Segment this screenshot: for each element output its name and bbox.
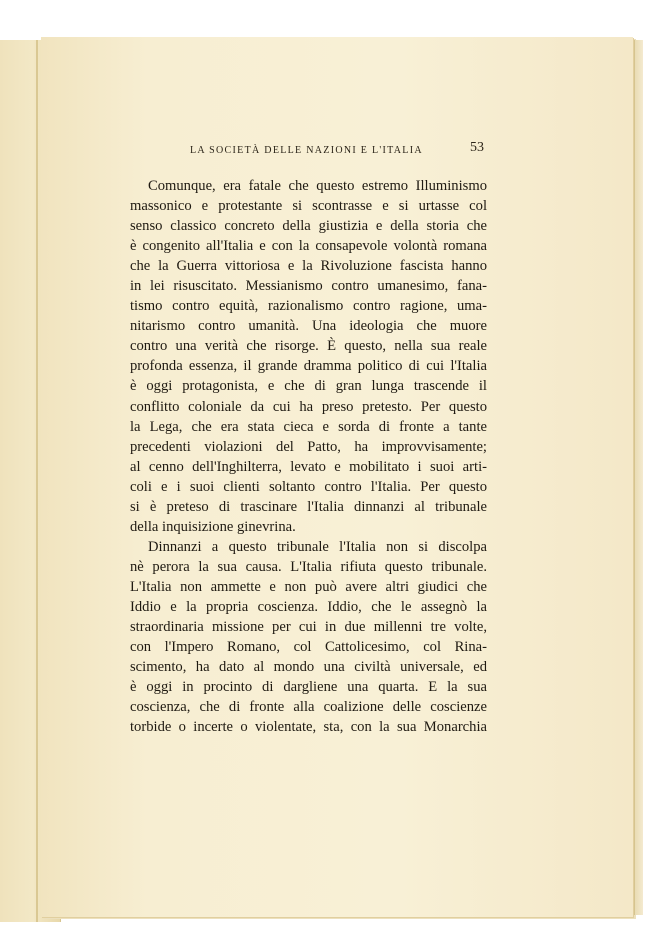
text-line: Comunque, era fatale che questo estremo Illuminismo bbox=[148, 178, 487, 194]
text-line: tismo contro equità, razionalismo contro ragione, uma- bbox=[130, 298, 487, 315]
text-line: con l'Impero Romano, col Cattolicesimo, col Rina- bbox=[130, 639, 487, 656]
paragraph-1 bbox=[130, 176, 487, 537]
text-line: al cenno dell'Inghilterra, levato e mobilitato i suoi arti- bbox=[130, 458, 487, 475]
text-line: straordinaria missione per cui in due millenni tre volte, bbox=[130, 619, 487, 636]
text-line: si è preteso di trascinare l'Italia dinnanzi al tribunale bbox=[130, 498, 487, 515]
text-line: L'Italia non ammette e non può avere altri giudici che bbox=[130, 578, 487, 595]
page-fold bbox=[36, 40, 38, 922]
text-line: coscienza, che di fronte alla coalizione delle coscienze bbox=[130, 699, 487, 716]
text-line: in lei risuscitato. Messianismo contro umanesimo, fana- bbox=[130, 278, 487, 295]
text-line: massonico e protestante si scontrasse e si urtasse col bbox=[130, 198, 487, 215]
text-line: torbide o incerte o violentate, sta, con la sua Monarchia bbox=[130, 719, 487, 736]
text-line: è congenito all'Italia e con la consapevole volontà romana bbox=[130, 238, 487, 255]
body-text bbox=[130, 176, 487, 737]
running-title: LA SOCIETÀ DELLE NAZIONI E L'ITALIA bbox=[190, 145, 423, 156]
page-stack-edge bbox=[634, 40, 643, 915]
text-line: è oggi protagonista, e che di gran lunga trascende il bbox=[130, 378, 487, 395]
text-line: la Lega, che era stata cieca e sorda di fronte a tante bbox=[130, 418, 487, 435]
text-line: precedenti violazioni del Patto, ha improvvisamente; bbox=[130, 438, 487, 455]
text-line: contro una verità che risorge. È questo, nella sua reale bbox=[130, 338, 487, 355]
paragraph-2 bbox=[130, 537, 487, 737]
text-line: è oggi in procinto di dargliene una quarta. E la sua bbox=[130, 679, 487, 696]
text-line: senso classico concreto della giustizia e della storia che bbox=[130, 218, 487, 235]
page-number: 53 bbox=[470, 140, 484, 155]
text-line: Dinnanzi a questo tribunale l'Italia non si discolpa bbox=[148, 538, 487, 555]
text-line: Iddio e la propria coscienza. Iddio, che le assegnò la bbox=[130, 598, 487, 615]
text-line: nitarismo contro umanità. Una ideologia che muore bbox=[130, 318, 487, 335]
text-line: nè perora la sua causa. L'Italia rifiuta questo tribunale. bbox=[130, 558, 487, 575]
text-line: che la Guerra vittoriosa e la Rivoluzione fascista hanno bbox=[130, 258, 487, 275]
text-line: conflitto coloniale da cui ha preso pretesto. Per questo bbox=[130, 398, 487, 415]
text-line: coli e i suoi clienti soltanto contro l'Italia. Per questo bbox=[130, 478, 487, 495]
text-line: della inquisizione ginevrina. bbox=[130, 518, 296, 535]
text-line: scimento, ha dato al mondo una civiltà universale, ed bbox=[130, 659, 487, 676]
text-line: profonda essenza, il grande dramma politico di cui l'Italia bbox=[130, 358, 487, 375]
